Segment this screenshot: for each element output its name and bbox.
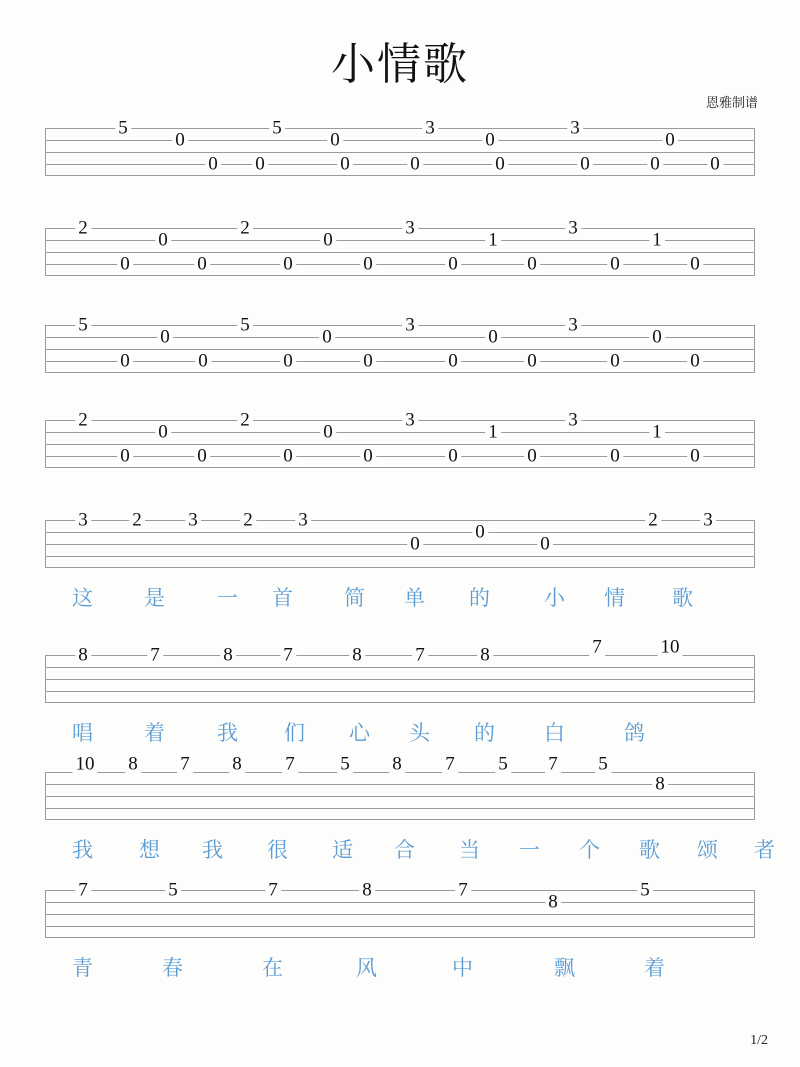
tab-staff [45,409,755,468]
tab-note: 0 [662,131,678,150]
staff-line [45,372,755,373]
staff-line [45,544,755,545]
tab-note: 0 [360,352,376,371]
lyric-character: 一 [519,839,541,862]
lyric-character: 个 [579,839,601,862]
barline-right [754,325,755,373]
tab-note: 7 [455,881,471,900]
lyric-character: 着 [644,957,666,980]
tab-note: 7 [75,881,91,900]
staff-line [45,175,755,176]
tab-staff [45,879,755,938]
staff-line [45,467,755,468]
tab-note: 3 [75,511,91,530]
staff-line [45,667,755,668]
tab-note: 10 [73,755,98,774]
lyric-character: 头 [409,722,431,745]
staff-line [45,702,755,703]
staff-line [45,420,755,421]
tab-note: 0 [492,155,508,174]
page-title: 小情歌 [331,40,469,89]
tab-note: 2 [237,411,253,430]
tab-note: 0 [707,155,723,174]
lyric-character: 想 [139,839,161,862]
tab-note: 7 [545,755,561,774]
tab-note: 0 [607,352,623,371]
tab-note: 10 [658,638,683,657]
tab-system [45,636,755,703]
tab-note: 0 [485,328,501,347]
staff-line [45,567,755,568]
tab-note: 1 [485,231,501,250]
staff-line [45,796,755,797]
tab-staff [45,217,755,276]
tab-note: 0 [407,155,423,174]
barline-right [754,890,755,938]
tab-note: 1 [649,423,665,442]
staff-line [45,456,755,457]
staff-line [45,691,755,692]
tab-system [45,217,755,276]
tab-note: 7 [589,638,605,657]
tab-note: 7 [147,646,163,665]
lyric-character: 风 [356,957,378,980]
barline-right [754,228,755,276]
staff-line [45,140,755,141]
lyric-character: 中 [452,957,474,980]
tab-note: 5 [495,755,511,774]
tab-note: 0 [157,328,173,347]
tab-note: 2 [645,511,661,530]
tab-note: 0 [360,447,376,466]
tab-note: 0 [445,352,461,371]
barline-left [45,772,46,820]
tab-system [45,117,755,176]
tab-note: 0 [687,352,703,371]
staff-line [45,532,755,533]
tab-note: 8 [359,881,375,900]
tab-note: 0 [607,447,623,466]
tab-note: 0 [117,352,133,371]
tab-note: 8 [652,775,668,794]
staff-line [45,128,755,129]
staff-line [45,325,755,326]
staff-line [45,275,755,276]
lyric-character: 唱 [72,722,94,745]
barline-left [45,420,46,468]
staff-line [45,914,755,915]
tab-note: 1 [649,231,665,250]
lyric-character: 小 [544,587,566,610]
tab-system [45,879,755,938]
staff-line [45,819,755,820]
lyric-character: 的 [474,722,496,745]
tab-note: 8 [349,646,365,665]
staff-line [45,444,755,445]
lyric-character: 白 [544,722,566,745]
tab-note: 0 [155,231,171,250]
tab-note: 0 [472,523,488,542]
lyric-character: 青 [72,957,94,980]
lyric-character: 一 [217,587,239,610]
tab-note: 0 [687,255,703,274]
tab-staff [45,509,755,568]
tab-note: 5 [165,881,181,900]
tab-note: 7 [280,646,296,665]
staff-line [45,252,755,253]
tab-note: 2 [237,219,253,238]
lyric-character: 简 [344,587,366,610]
tab-note: 0 [280,255,296,274]
tab-note: 5 [269,119,285,138]
tab-note: 0 [320,423,336,442]
lyric-character: 们 [284,722,306,745]
tab-note: 0 [607,255,623,274]
tab-note: 5 [637,881,653,900]
tab-system [45,753,755,820]
tab-note: 3 [295,511,311,530]
lyric-character: 在 [262,957,284,980]
staff-line [45,349,755,350]
tab-note: 0 [195,352,211,371]
tab-note: 5 [595,755,611,774]
staff-line [45,902,755,903]
tab-note: 3 [185,511,201,530]
tab-note: 3 [422,119,438,138]
staff-line [45,361,755,362]
barline-right [754,520,755,568]
tab-note: 0 [647,155,663,174]
barline-right [754,655,755,703]
tab-note: 0 [280,447,296,466]
tab-note: 7 [177,755,193,774]
tab-note: 0 [327,131,343,150]
staff-line [45,808,755,809]
lyric-character: 春 [162,957,184,980]
barline-left [45,890,46,938]
tab-note: 3 [565,316,581,335]
lyric-character: 是 [144,587,166,610]
lyric-character: 情 [604,587,626,610]
tab-note: 0 [524,255,540,274]
tab-note: 1 [485,423,501,442]
lyric-character: 着 [144,722,166,745]
barline-left [45,520,46,568]
tab-note: 7 [282,755,298,774]
lyric-character: 适 [332,839,354,862]
lyric-character: 合 [394,839,416,862]
lyric-character: 当 [459,839,481,862]
tab-note: 8 [545,893,561,912]
tab-note: 0 [687,447,703,466]
staff-line [45,556,755,557]
tab-note: 0 [320,231,336,250]
barline-left [45,325,46,373]
tab-note: 2 [240,511,256,530]
tab-note: 8 [229,755,245,774]
staff-line [45,152,755,153]
tab-staff [45,636,755,703]
tab-system [45,409,755,468]
tab-note: 0 [537,535,553,554]
lyric-character: 这 [72,587,94,610]
tab-note: 5 [115,119,131,138]
tab-note: 0 [360,255,376,274]
lyric-character: 我 [202,839,224,862]
lyric-character: 鸽 [624,722,646,745]
tab-note: 3 [565,219,581,238]
tab-note: 8 [477,646,493,665]
staff-line [45,679,755,680]
tab-note: 0 [649,328,665,347]
barline-left [45,128,46,176]
lyric-character: 颂 [697,839,719,862]
lyric-character: 歌 [672,587,694,610]
tab-staff [45,117,755,176]
tab-note: 0 [337,155,353,174]
lyric-character: 单 [404,587,426,610]
staff-line [45,228,755,229]
lyric-character: 首 [272,587,294,610]
tab-note: 0 [194,447,210,466]
tab-note: 0 [172,131,188,150]
lyric-character: 歌 [639,839,661,862]
tab-note: 0 [319,328,335,347]
tab-note: 0 [577,155,593,174]
lyric-character: 我 [217,722,239,745]
tab-note: 0 [524,447,540,466]
tab-system [45,509,755,568]
tab-note: 2 [75,219,91,238]
tab-note: 3 [565,411,581,430]
lyric-character: 心 [349,722,371,745]
tab-note: 3 [700,511,716,530]
tab-note: 3 [402,411,418,430]
tab-note: 8 [75,646,91,665]
tab-note: 8 [125,755,141,774]
tab-note: 5 [337,755,353,774]
tab-note: 7 [265,881,281,900]
barline-right [754,128,755,176]
tab-note: 0 [524,352,540,371]
tab-note: 7 [442,755,458,774]
barline-left [45,655,46,703]
tab-note: 5 [75,316,91,335]
barline-right [754,420,755,468]
tab-note: 0 [194,255,210,274]
tab-note: 3 [402,219,418,238]
tab-staff [45,314,755,373]
tab-note: 2 [75,411,91,430]
barline-left [45,228,46,276]
staff-line [45,784,755,785]
tab-note: 0 [280,352,296,371]
tab-staff [45,753,755,820]
arranger-credit: 恩雅制谱 [705,95,758,110]
tab-note: 8 [389,755,405,774]
tab-note: 0 [407,535,423,554]
lyric-character: 我 [72,839,94,862]
tab-note: 0 [155,423,171,442]
tab-note: 0 [445,255,461,274]
staff-line [45,937,755,938]
tab-note: 0 [117,447,133,466]
tab-note: 0 [252,155,268,174]
tab-note: 0 [445,447,461,466]
tab-note: 3 [402,316,418,335]
tab-note: 2 [129,511,145,530]
page-number: 1/2 [750,1033,768,1048]
tab-note: 0 [117,255,133,274]
barline-right [754,772,755,820]
tab-note: 0 [205,155,221,174]
lyric-character: 很 [267,839,289,862]
lyric-character: 飘 [554,957,576,980]
lyric-character: 者 [754,839,776,862]
staff-line [45,926,755,927]
lyric-character: 的 [469,587,491,610]
tab-system [45,314,755,373]
tab-note: 0 [482,131,498,150]
tab-note: 5 [237,316,253,335]
tab-note: 8 [220,646,236,665]
tab-note: 7 [412,646,428,665]
staff-line [45,264,755,265]
tab-note: 3 [567,119,583,138]
